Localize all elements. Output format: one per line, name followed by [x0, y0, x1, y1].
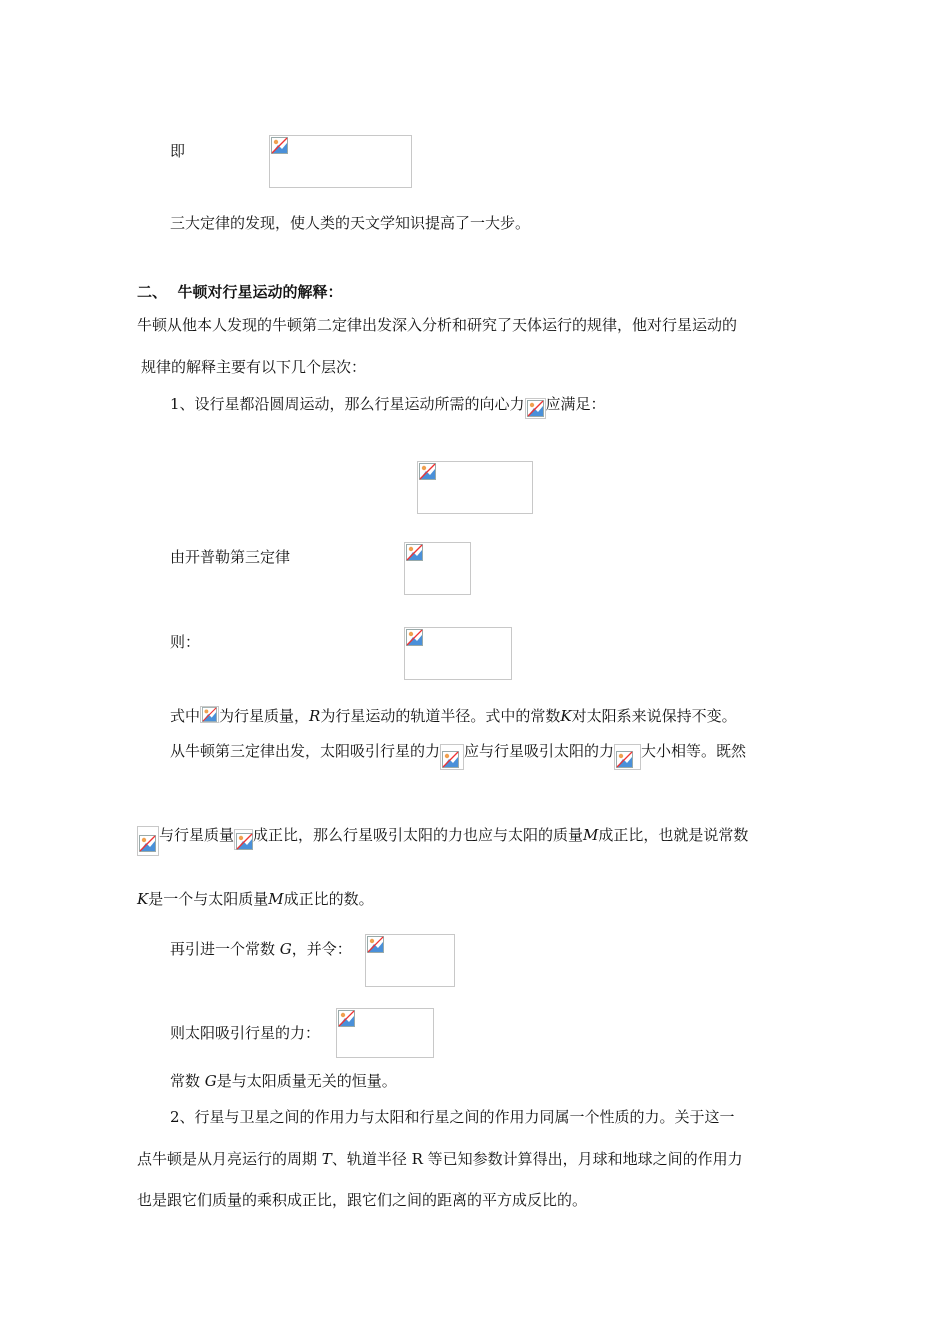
text-segment: 为行星质量， — [219, 707, 310, 725]
text-segment: 成正比，那么行星吸引太阳的力也应与太阳的质量 — [253, 826, 584, 844]
broken-image-icon — [139, 835, 156, 852]
text-segment: 对太阳系来说保持不变。 — [571, 707, 737, 725]
text-summary: 三大定律的发现，使人类的天文学知识提高了一大步。 — [170, 214, 531, 232]
text-segment: 大小相等。既然 — [641, 742, 747, 760]
formula-image — [404, 542, 471, 595]
formula-image — [269, 135, 412, 188]
text-ze: 则： — [170, 633, 201, 651]
symbol-M: M — [268, 890, 284, 908]
text-point-2-line-2 — [137, 1149, 743, 1169]
symbol-G: G — [204, 1072, 217, 1090]
formula-image — [440, 744, 464, 770]
text-segment: 是一个与太阳质量 — [148, 890, 269, 908]
text-constant-k — [137, 889, 374, 909]
symbol-K: K — [137, 890, 149, 908]
text-point-2-line-3: 也是跟它们质量的乘积成正比，跟它们之间的距离的平方成反比的。 — [137, 1191, 588, 1209]
section-heading — [137, 282, 342, 302]
formula-image — [234, 829, 253, 850]
symbol-G: G — [279, 940, 292, 958]
formula-image — [200, 706, 219, 723]
text-intro-2: 规律的解释主要有以下几个层次： — [141, 358, 367, 376]
broken-image-icon — [201, 707, 218, 724]
text-force: 则太阳吸引行星的力： — [170, 1024, 321, 1042]
text-intro-1: 牛顿从他本人发现的牛顿第二定律出发深入分析和研究了天体运行的规律，他对行星运动的 — [137, 316, 738, 334]
symbol-R: R — [309, 707, 321, 725]
text-segment: 与行星质量 — [159, 826, 235, 844]
broken-image-icon — [616, 751, 633, 768]
formula-image — [525, 398, 546, 419]
text-segment: 应与行星吸引太阳的力 — [464, 742, 615, 760]
text-segment: 成正比，也就是说常数 — [598, 826, 749, 844]
broken-image-icon — [442, 751, 459, 768]
point-1-text: 1、设行星都沿圆周运动，那么行星运动所需的向心力 — [170, 395, 525, 413]
text-segment: 式中 — [170, 707, 201, 725]
broken-image-icon — [338, 1010, 355, 1027]
text-ji: 即 — [170, 142, 186, 160]
formula-image — [614, 744, 641, 770]
text-formula-explanation — [170, 706, 737, 726]
text-segment: 为行星运动的轨道半径。式中的常数 — [320, 707, 561, 725]
text-segment: 点牛顿是从月亮运行的周期 — [137, 1150, 318, 1168]
symbol-K: K — [560, 707, 572, 725]
broken-image-icon — [406, 544, 423, 561]
text-kepler-third-law: 由开普勒第三定律 — [170, 548, 291, 566]
broken-image-icon — [406, 629, 423, 646]
broken-image-icon — [271, 137, 288, 154]
text-point-2-line-1: 2、行星与卫星之间的作用力与太阳和行星之间的作用力同属一个性质的力。关于这一 — [170, 1108, 735, 1126]
text-constant-g — [170, 939, 352, 959]
text-constant-statement — [170, 1071, 397, 1091]
symbol-T: T — [321, 1150, 332, 1168]
text-segment: 再引进一个常数 — [170, 940, 276, 958]
formula-image — [137, 826, 159, 856]
broken-image-icon — [236, 833, 253, 850]
text-segment: 常数 — [170, 1072, 201, 1090]
section-number: 二、 — [137, 283, 168, 301]
section-title: 牛顿对行星运动的解释： — [177, 283, 343, 301]
symbol-M: M — [583, 826, 599, 844]
broken-image-icon — [367, 936, 384, 953]
broken-image-icon — [419, 463, 436, 480]
text-point-1 — [170, 394, 606, 419]
formula-image — [336, 1008, 434, 1058]
text-proportional — [137, 825, 748, 856]
text-segment: ，并令： — [291, 940, 352, 958]
text-segment: 、轨道半径 R 等已知参数计算得出，月球和地球之间的作用力 — [331, 1150, 743, 1168]
broken-image-icon — [527, 400, 544, 417]
formula-image — [417, 461, 533, 514]
text-segment: 从牛顿第三定律出发，太阳吸引行星的力 — [170, 742, 441, 760]
point-1-text-end: 应满足： — [545, 395, 606, 413]
text-segment: 成正比的数。 — [283, 890, 374, 908]
formula-image — [365, 934, 455, 987]
formula-image — [404, 627, 512, 680]
text-segment: 是与太阳质量无关的恒量。 — [216, 1072, 397, 1090]
text-newton-third-law — [170, 741, 746, 770]
